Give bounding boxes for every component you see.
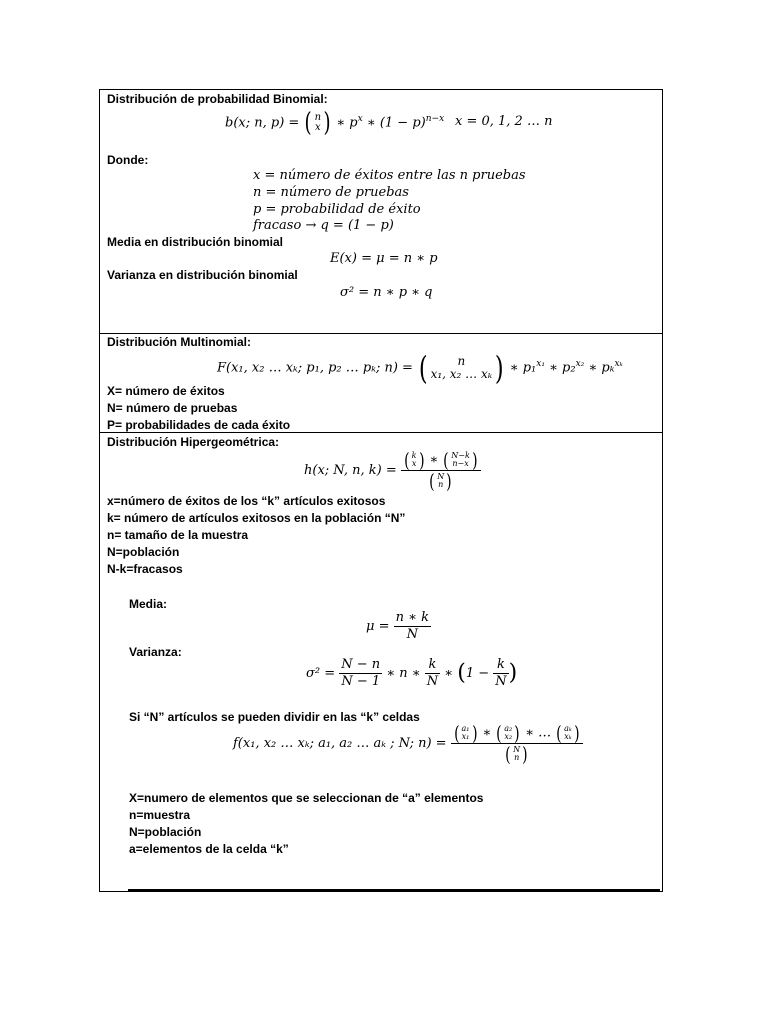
multinomial-formula: F(x₁, x₂ … xₖ; p₁, p₂ … pₖ; n) = ( n x₁, x₂ … xₖ ) ∗ p₁$^{x_1}$ ∗ p₂$^{x_2}$ ∗ pₖ$^{x_k}$	[217, 349, 623, 387]
celdas-def-X: X=numero de elementos que se seleccionan de “a” elementos	[129, 791, 484, 805]
def-q: fracaso → q = (1 − p)	[253, 218, 394, 233]
hiper-def-N: N=población	[107, 545, 180, 559]
multi-def-p: P= probabilidades de cada éxito	[107, 418, 291, 432]
hiper-def-nk: N-k=fracasos	[107, 562, 183, 576]
binomial-title: Distribución de probabilidad Binomial:	[107, 92, 328, 106]
hiper-def-n: n= tamaño de la muestra	[107, 528, 249, 542]
celdas-label: Si “N” artículos se pueden dividir en las “k” celdas	[129, 710, 420, 724]
section-divider-1	[99, 333, 663, 334]
celdas-def-N: N=población	[129, 825, 202, 839]
hiper-media-label: Media:	[129, 597, 168, 611]
bottom-rule	[128, 889, 660, 892]
celdas-def-n: n=muestra	[129, 808, 191, 822]
celdas-formula: f(x₁, x₂ … xₖ; a₁, a₂ … aₖ ; N; n) = ( a₁ x₁ ) ∗ ( a₂ x₂ ) ∗ … ( aₖ xₖ ) ( N n )	[233, 723, 583, 764]
hiper-def-x: x=número de éxitos de los “k” artículos exitosos	[107, 494, 386, 508]
varianza-binomial-label: Varianza en distribución binomial	[107, 268, 298, 282]
hiper-formula: h(x; N, n, k) = ( k x ) ∗ ( N−k n−x ) ( N n )	[304, 450, 481, 491]
multi-def-x: X= número de éxitos	[107, 384, 225, 398]
hiper-varianza-formula: σ² = $\frac{N - n}{N - 1}$ ∗ n ∗ $\frac{k}{N}$ ∗ (1 − $\frac{k}{N}$ )	[306, 657, 518, 689]
hiper-title: Distribución Hipergeométrica:	[107, 435, 280, 449]
varianza-binomial-formula: σ² = n ∗ p ∗ q	[340, 285, 433, 300]
binomial-formula: b(x; n, p) = ( n x ) ∗ $p^x$ ∗ $(1 - p)^{n-x}$	[225, 108, 445, 138]
multi-def-n: N= número de pruebas	[107, 401, 238, 415]
hiper-media-formula: μ = $\frac{n ∗ k}{N}$	[366, 610, 429, 642]
section-divider-2	[99, 432, 663, 433]
media-binomial-label: Media en distribución binomial	[107, 235, 284, 249]
binomial-domain: x = 0, 1, 2 … n	[455, 114, 553, 129]
media-binomial-formula: E(x) = μ = n ∗ p	[330, 251, 438, 266]
celdas-def-a: a=elementos de la celda “k”	[129, 842, 289, 856]
def-p: p = probabilidad de éxito	[253, 202, 421, 217]
multinomial-title: Distribución Multinomial:	[107, 335, 251, 349]
def-x: x = número de éxitos entre las n pruebas	[253, 168, 526, 183]
hiper-def-k: k= número de artículos exitosos en la población “N”	[107, 511, 406, 525]
def-n: n = número de pruebas	[253, 185, 409, 200]
donde-label: Donde:	[107, 153, 149, 167]
hiper-varianza-label: Varianza:	[129, 645, 182, 659]
